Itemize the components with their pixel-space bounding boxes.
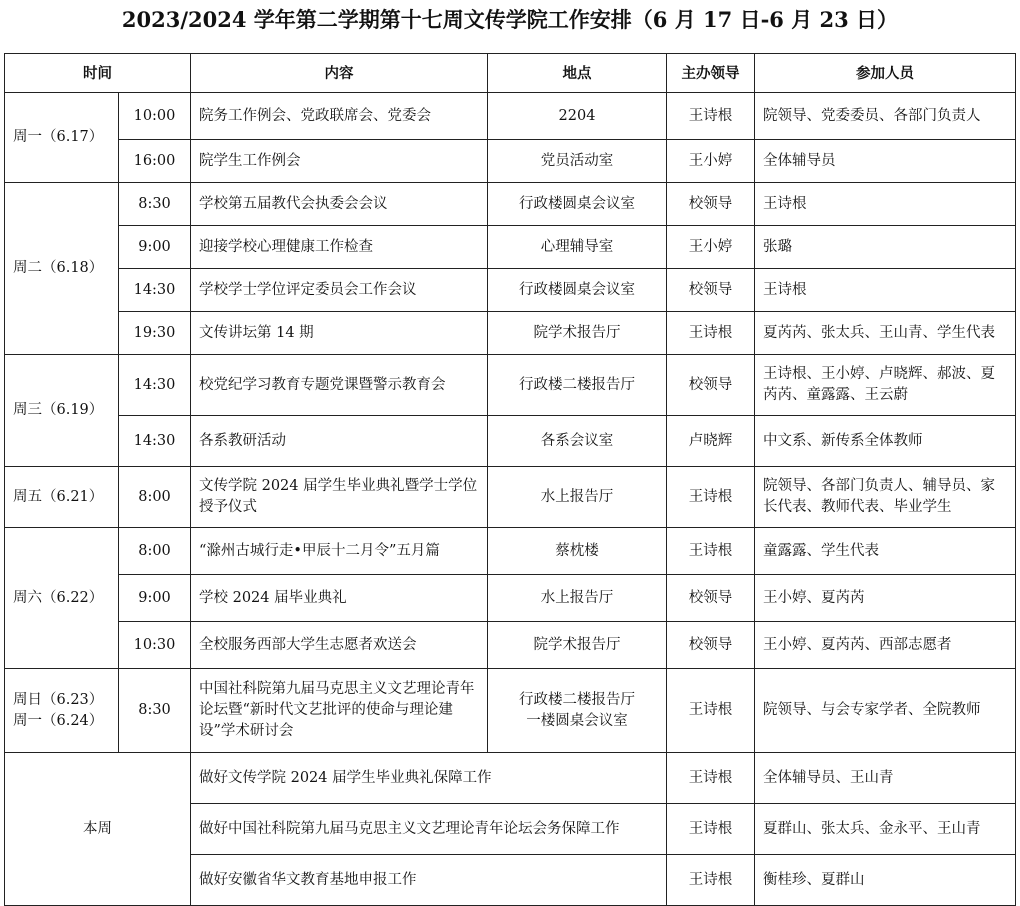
participants-cell: 院领导、各部门负责人、辅导员、家长代表、教师代表、毕业学生	[755, 467, 1016, 528]
header-time: 时间	[5, 54, 191, 93]
place-cell: 2204	[488, 93, 667, 140]
place-cell: 党员活动室	[488, 140, 667, 183]
time-cell: 16:00	[119, 140, 191, 183]
place-cell: 院学术报告厅	[488, 312, 667, 355]
participants-cell: 童露露、学生代表	[755, 528, 1016, 575]
participants-cell: 中文系、新传系全体教师	[755, 416, 1016, 467]
place-cell: 行政楼圆桌会议室	[488, 269, 667, 312]
day-line-1: 周日（6.23）	[13, 691, 104, 708]
content-cell: 文传讲坛第 14 期	[191, 312, 488, 355]
place-cell: 水上报告厅	[488, 467, 667, 528]
participants-cell: 张璐	[755, 226, 1016, 269]
host-cell: 王诗根	[667, 753, 755, 804]
table-row	[5, 93, 1016, 140]
host-cell: 校领导	[667, 183, 755, 226]
host-cell: 王诗根	[667, 312, 755, 355]
content-cell: 校党纪学习教育专题党课暨警示教育会	[191, 355, 488, 416]
time-cell: 14:30	[119, 355, 191, 416]
table-row	[5, 416, 1016, 467]
time-cell: 14:30	[119, 269, 191, 312]
participants-cell: 衡桂珍、夏群山	[755, 855, 1016, 906]
table-row	[5, 622, 1016, 669]
day-cell: 周六（6.22）	[5, 528, 119, 669]
time-cell: 8:30	[119, 669, 191, 753]
host-cell: 卢晓辉	[667, 416, 755, 467]
time-cell: 8:00	[119, 467, 191, 528]
content-cell: “滁州古城行走•甲辰十二月令”五月篇	[191, 528, 488, 575]
table-row	[5, 528, 1016, 575]
content-cell: 学校 2024 届毕业典礼	[191, 575, 488, 622]
day-cell: 本周	[5, 753, 191, 906]
table-row	[5, 753, 1016, 804]
place-line-2: 一楼圆桌会议室	[526, 712, 628, 729]
participants-cell: 王小婷、夏芮芮、西部志愿者	[755, 622, 1016, 669]
host-cell: 王诗根	[667, 804, 755, 855]
table-row	[5, 140, 1016, 183]
time-cell: 14:30	[119, 416, 191, 467]
participants-cell: 全体辅导员、王山青	[755, 753, 1016, 804]
header-host: 主办领导	[667, 54, 755, 93]
participants-cell: 全体辅导员	[755, 140, 1016, 183]
table-row	[5, 355, 1016, 416]
day-cell: 周一（6.17）	[5, 93, 119, 183]
host-cell: 王诗根	[667, 93, 755, 140]
header-content: 内容	[191, 54, 488, 93]
host-cell: 校领导	[667, 622, 755, 669]
table-row	[5, 183, 1016, 226]
content-cell: 做好中国社科院第九届马克思主义文艺理论青年论坛会务保障工作	[191, 804, 667, 855]
day-cell: 周五（6.21）	[5, 467, 119, 528]
table-row	[5, 467, 1016, 528]
content-cell: 各系教研活动	[191, 416, 488, 467]
content-cell: 迎接学校心理健康工作检查	[191, 226, 488, 269]
day-cell	[5, 669, 119, 753]
host-cell: 校领导	[667, 269, 755, 312]
participants-cell: 院领导、党委委员、各部门负责人	[755, 93, 1016, 140]
participants-cell: 王诗根	[755, 183, 1016, 226]
place-cell: 蔡枕楼	[488, 528, 667, 575]
host-cell: 王诗根	[667, 669, 755, 753]
place-cell: 行政楼圆桌会议室	[488, 183, 667, 226]
table-row	[5, 669, 1016, 753]
host-cell: 王诗根	[667, 467, 755, 528]
table-row	[5, 269, 1016, 312]
host-cell: 校领导	[667, 355, 755, 416]
schedule-table	[4, 53, 1016, 906]
place-cell: 各系会议室	[488, 416, 667, 467]
host-cell: 王小婷	[667, 226, 755, 269]
header-participants: 参加人员	[755, 54, 1016, 93]
place-line-1: 行政楼二楼报告厅	[519, 691, 635, 708]
time-cell: 9:00	[119, 575, 191, 622]
content-cell: 中国社科院第九届马克思主义文艺理论青年论坛暨“新时代文艺批评的使命与理论建设”学术研讨会	[191, 669, 488, 753]
participants-cell: 王诗根	[755, 269, 1016, 312]
participants-cell: 夏芮芮、张太兵、王山青、学生代表	[755, 312, 1016, 355]
time-cell: 8:00	[119, 528, 191, 575]
place-cell: 行政楼二楼报告厅	[488, 355, 667, 416]
place-cell: 院学术报告厅	[488, 622, 667, 669]
content-cell: 学校第五届教代会执委会会议	[191, 183, 488, 226]
day-cell: 周三（6.19）	[5, 355, 119, 467]
time-cell: 9:00	[119, 226, 191, 269]
content-cell: 做好安徽省华文教育基地申报工作	[191, 855, 667, 906]
place-cell	[488, 669, 667, 753]
content-cell: 学校学士学位评定委员会工作会议	[191, 269, 488, 312]
participants-cell: 王诗根、王小婷、卢晓辉、郝波、夏芮芮、童露露、王云蔚	[755, 355, 1016, 416]
content-cell: 全校服务西部大学生志愿者欢送会	[191, 622, 488, 669]
table-row	[5, 312, 1016, 355]
participants-cell: 王小婷、夏芮芮	[755, 575, 1016, 622]
day-cell: 周二（6.18）	[5, 183, 119, 355]
time-cell: 19:30	[119, 312, 191, 355]
content-cell: 文传学院 2024 届学生毕业典礼暨学士学位授予仪式	[191, 467, 488, 528]
content-cell: 院学生工作例会	[191, 140, 488, 183]
host-cell: 王诗根	[667, 855, 755, 906]
table-row	[5, 226, 1016, 269]
place-cell: 水上报告厅	[488, 575, 667, 622]
host-cell: 王诗根	[667, 528, 755, 575]
place-cell: 心理辅导室	[488, 226, 667, 269]
time-cell: 10:30	[119, 622, 191, 669]
participants-cell: 院领导、与会专家学者、全院教师	[755, 669, 1016, 753]
page-title: 2023/2024 学年第二学期第十七周文传学院工作安排（6 月 17 日-6 月 23 日）	[121, 7, 899, 32]
header-row	[5, 54, 1016, 93]
content-cell: 做好文传学院 2024 届学生毕业典礼保障工作	[191, 753, 667, 804]
header-place: 地点	[488, 54, 667, 93]
host-cell: 王小婷	[667, 140, 755, 183]
content-cell: 院务工作例会、党政联席会、党委会	[191, 93, 488, 140]
participants-cell: 夏群山、张太兵、金永平、王山青	[755, 804, 1016, 855]
time-cell: 10:00	[119, 93, 191, 140]
table-row	[5, 575, 1016, 622]
host-cell: 校领导	[667, 575, 755, 622]
day-line-2: 周一（6.24）	[13, 712, 104, 729]
time-cell: 8:30	[119, 183, 191, 226]
